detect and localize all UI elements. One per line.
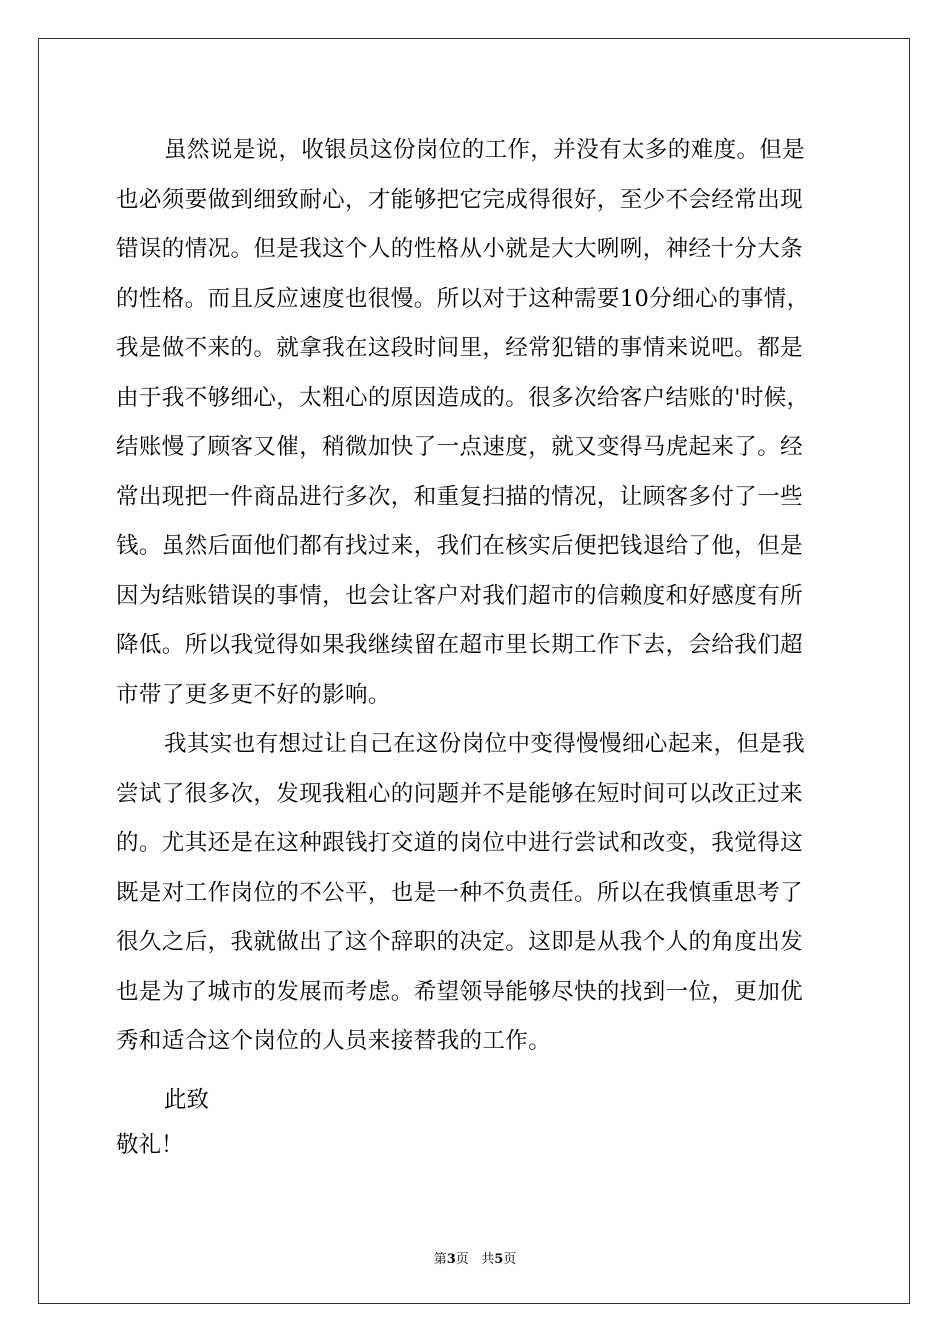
page-footer — [0, 1248, 950, 1267]
text-line: 秀和适合这个岗位的人员来接替我的工作。 — [116, 1028, 552, 1054]
text-line: 尝试了很多次，发现我粗心的问题并不是能够在短时间可以改正过来 — [116, 780, 804, 807]
footer-prefix: 第 — [433, 1252, 447, 1267]
paragraph-2 — [116, 720, 836, 1067]
total-pages-number: 5 — [494, 1252, 504, 1267]
text-line: 降低。所以我觉得如果我继续留在超市里长期工作下去，会给我们超 — [116, 632, 804, 658]
text-line: 我其实也有想过让自己在这份岗位中变得慢慢细心起来，但是我 — [164, 731, 806, 757]
text-line: 市带了更多更不好的影响。 — [116, 681, 391, 708]
text-line: 虽然说是说，收银员这份岗位的工作，并没有太多的难度。但是 — [164, 137, 806, 163]
paragraph-1 — [116, 126, 836, 720]
text-line: 也是为了城市的发展而考虑。希望领导能够尽快的找到一位，更加优 — [116, 978, 804, 1005]
footer-page-word: 页 — [455, 1252, 469, 1267]
text-line: 由于我不够细心，太粗心的原因造成的。很多次给客户结账的'时候， — [116, 384, 810, 411]
text-line: 我是做不来的。就拿我在这段时间里，经常犯错的事情来说吧。都是 — [116, 335, 804, 361]
current-page-number: 3 — [446, 1252, 456, 1267]
footer-total-suffix: 页 — [503, 1252, 517, 1267]
text-line: 既是对工作岗位的不公平，也是一种不负责任。所以在我慎重思考了 — [116, 879, 804, 906]
text-line: 结账慢了顾客又催，稍微加快了一点速度，就又变得马虎起来了。经 — [116, 434, 804, 460]
text-line: 错误的情况。但是我这个人的性格从小就是大大咧咧，神经十分大条 — [116, 236, 804, 262]
text-line: 常出现把一件商品进行多次，和重复扫描的情况，让顾客多付了一些 — [116, 483, 804, 510]
text-line: 的。尤其还是在这种跟钱打交道的岗位中进行尝试和改变，我觉得这 — [116, 830, 804, 856]
text-line: 的性格。而且反应速度也很慢。所以对于这种需要10分细心的事情， — [116, 285, 810, 312]
closing-salutation: 此致 — [164, 1087, 210, 1113]
closing-regards: 敬礼！ — [116, 1132, 184, 1158]
footer-total-prefix: 共 — [481, 1252, 495, 1267]
text-line: 也必须要做到细致耐心，才能够把它完成得很好，至少不会经常出现 — [116, 186, 804, 213]
text-line: 因为结账错误的事情，也会让客户对我们超市的信赖度和好感度有所 — [116, 582, 804, 609]
text-line: 钱。虽然后面他们都有找过来，我们在核实后便把钱退给了他，但是 — [116, 533, 804, 559]
text-line: 很久之后，我就做出了这个辞职的决定。这即是从我个人的角度出发 — [116, 929, 804, 955]
